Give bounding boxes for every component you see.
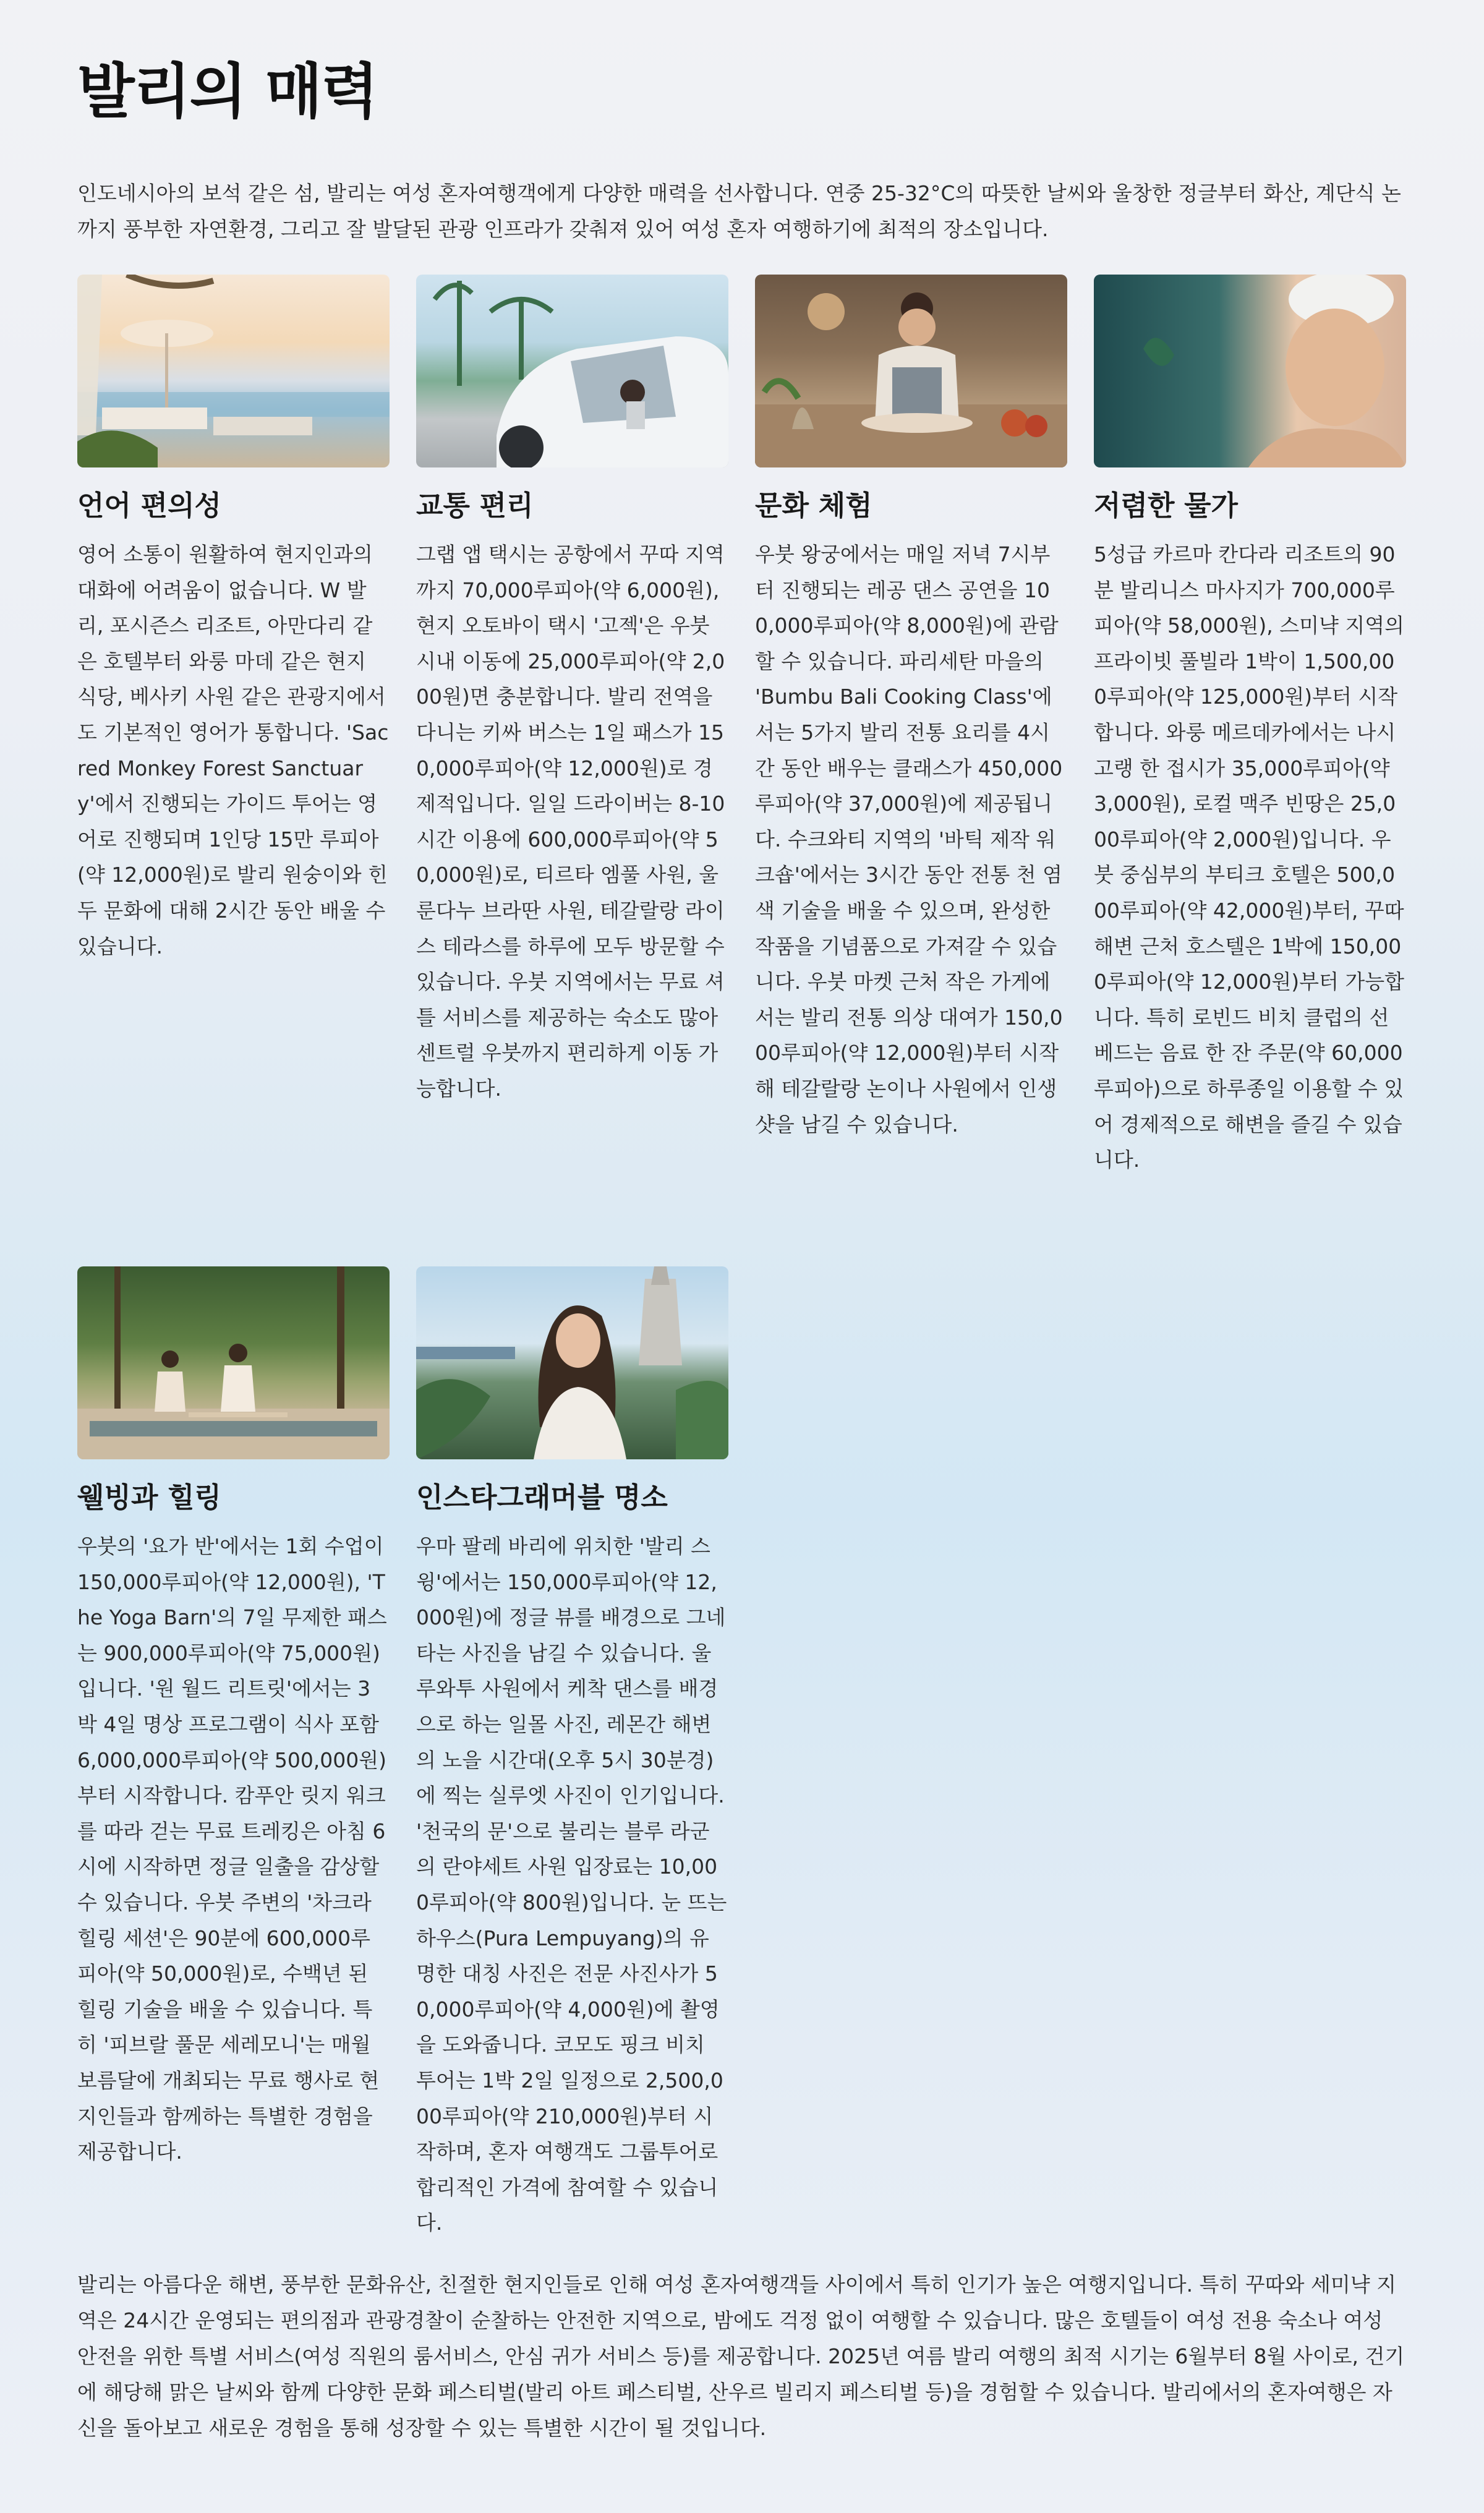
card-heading: 저렴한 물가: [1094, 489, 1239, 522]
yoga-illustration: [77, 1266, 390, 1459]
card-language: [77, 275, 390, 964]
card-heading: 언어 편의성: [77, 489, 222, 522]
cooking-illustration: [755, 275, 1067, 467]
card-body: 우마 팔레 바리에 위치한 '발리 스윙'에서는 150,000루피아(약 12,000원)에 정글 뷰를 배경으로 그네 타는 사진을 남길 수 있습니다. 울루와투 사원에서 케착 댄스를 배경으로 하는 일몰 사진, 레몬간 해변의 노을 시간대(오후 5시 30분경)에 찍는 실루엣 사진이 인기입니다. '천국의 문'으로 불리는 블루 라군의 란야세트 사원 입장료는 10,000루피아(약 800원)입니다. 눈 뜨는 하우스(Pura Lempuyang)의 유명한 대칭 사진은 전문 사진사가 50,000루피아(약 4,000원)에 촬영을 도와줍니다. 코모도 핑크 비치 투어는 1박 2일 일정으로 2,500,000루피아(약 210,000원)부터 시작하며, 혼자 여행객도 그룹투어로 합리적인 가격에 참여할 수 있습니다.: [416, 1534, 727, 2235]
card-heading: 교통 편리: [416, 489, 534, 522]
card-body: 우붓의 '요가 반'에서는 1회 수업이 150,000루피아(약 12,000원), 'The Yoga Barn'의 7일 무제한 패스는 900,000루피아(약 75,000원)입니다. '원 월드 리트릿'에서는 3박 4일 명상 프로그램이 식사 포함 6,000,000루피아(약 500,000원)부터 시작합니다. 캄푸안 릿지 워크를 따라 걷는 무료 트레킹은 아침 6시에 시작하면 정글 일출을 감상할 수 있습니다. 우붓 주변의 '차크라 힐링 세션'은 90분에 600,000루피아(약 50,000원)로, 수백년 된 힐링 기술을 배울 수 있습니다. 특히 '피브랄 풀문 세레모니'는 매월 보름달에 개최되는 무료 행사로 현지인들과 함께하는 특별한 경험을 제공합니다.: [77, 1534, 387, 2164]
yoga-image: [77, 1266, 390, 1459]
card-heading: 문화 체험: [755, 489, 872, 522]
card-heading: 인스타그래머블 명소: [416, 1481, 668, 1514]
instagram-spot-image: [416, 1266, 728, 1459]
outro-paragraph: 발리는 아름다운 해변, 풍부한 문화유산, 친절한 현지인들로 인해 여성 혼자여행객들 사이에서 특히 인기가 높은 여행지입니다. 특히 꾸따와 세미냑 지역은 24시간 운영되는 편의점과 관광경찰이 순찰하는 안전한 지역으로, 밤에도 걱정 없이 여행할 수 있습니다. 많은 호텔들이 여성 전용 숙소나 여성 안전을 위한 특별 서비스(여성 직원의 룸서비스, 안심 귀가 서비스 등)를 제공합니다. 2025년 여름 발리 여행의 최적 시기는 6월부터 8월 사이로, 건기에 해당해 맑은 날씨와 함께 다양한 문화 페스티벌(발리 아트 페스티벌, 산우르 빌리지 페스티벌 등)을 경험할 수 있습니다. 발리에서의 혼자여행은 자신을 돌아보고 새로운 경험을 통해 성장할 수 있는 특별한 시간이 될 것입니다.: [77, 2272, 1405, 2440]
beach-resort-image: [77, 275, 390, 467]
cooking-class-image: [755, 275, 1067, 467]
card-instagram: [416, 1266, 728, 2241]
card-heading: 웰빙과 힐링: [77, 1481, 222, 1514]
card-wellness: [77, 1266, 390, 2170]
spa-illustration: [1094, 275, 1406, 467]
intro-paragraph: 인도네시아의 보석 같은 섬, 발리는 여성 혼자여행객에게 다양한 매력을 선사합니다. 연중 25-32°C의 따뜻한 날씨와 울창한 정글부터 화산, 계단식 논까지 풍부한 자연환경, 그리고 잘 발달된 관광 인프라가 갖춰져 있어 여성 혼자 여행하기에 최적의 장소입니다.: [77, 181, 1401, 241]
card-transport: [416, 275, 728, 1107]
card-prices: [1094, 275, 1406, 1178]
card-body: 5성급 카르마 칸다라 리조트의 90분 발리니스 마사지가 700,000루피아(약 58,000원), 스미냑 지역의 프라이빗 풀빌라 1박이 1,500,000루피아(약 125,000원)부터 시작합니다. 와룽 메르데카에서는 나시고랭 한 접시가 35,000루피아(약 3,000원), 로컬 맥주 빈땅은 25,000루피아(약 2,000원)입니다. 우붓 중심부의 부티크 호텔은 500,000루피아(약 42,000원)부터, 꾸따 해변 근처 호스텔은 1박에 150,000루피아(약 12,000원)부터 가능합니다. 특히 로빈드 비치 클럽의 선베드는 음료 한 잔 주문(약 60,000루피아)으로 하루종일 이용할 수 있어 경제적으로 해변을 즐길 수 있습니다.: [1094, 542, 1404, 1172]
card-culture: [755, 275, 1067, 1142]
car-image: [416, 275, 728, 467]
card-body: 영어 소통이 원활하여 현지인과의 대화에 어려움이 없습니다. W 발리, 포시즌스 리조트, 아만다리 같은 호텔부터 와룽 마데 같은 현지 식당, 베사키 사원 같은 관광지에서도 기본적인 영어가 통합니다. 'Sacred Monkey Forest Sanctuary'에서 진행되는 가이드 투어는 영어로 진행되며 1인당 15만 루피아(약 12,000원)로 발리 원숭이와 힌두 문화에 대해 2시간 동안 배울 수 있습니다.: [77, 542, 389, 958]
car-illustration: [416, 275, 728, 467]
card-body: 그랩 앱 택시는 공항에서 꾸따 지역까지 70,000루피아(약 6,000원), 현지 오토바이 택시 '고젝'은 우붓 시내 이동에 25,000루피아(약 2,000원)면 충분합니다. 발리 전역을 다니는 키싸 버스는 1일 패스가 150,000루피아(약 12,000원)로 경제적입니다. 일일 드라이버는 8-10시간 이용에 600,000루피아(약 50,000원)로, 티르타 엠풀 사원, 울룬다누 브라딴 사원, 테갈랄랑 라이스 테라스를 하루에 모두 방문할 수 있습니다. 우붓 지역에서는 무료 셔틀 서비스를 제공하는 숙소도 많아 센트럴 우붓까지 편리하게 이동 가능합니다.: [416, 542, 725, 1101]
instagram-illustration: [416, 1266, 728, 1459]
beach-illustration: [77, 275, 390, 467]
card-body: 우붓 왕궁에서는 매일 저녁 7시부터 진행되는 레공 댄스 공연을 100,000루피아(약 8,000원)에 관람할 수 있습니다. 파리세탄 마을의 'Bumbu Bali Cooking Class'에서는 5가지 발리 전통 요리를 4시간 동안 배우는 클래스가 450,000루피아(약 37,000원)에 제공됩니다. 수크와티 지역의 '바틱 제작 워크숍'에서는 3시간 동안 전통 천 염색 기술을 배울 수 있으며, 완성한 작품을 기념품으로 가져갈 수 있습니다. 우붓 마켓 근처 작은 가게에서는 발리 전통 의상 대여가 150,000루피아(약 12,000원)부터 시작해 테갈랄랑 논이나 사원에서 인생샷을 남길 수 있습니다.: [755, 542, 1063, 1137]
spa-image: [1094, 275, 1406, 467]
page-title: 발리의 매력: [77, 57, 378, 126]
